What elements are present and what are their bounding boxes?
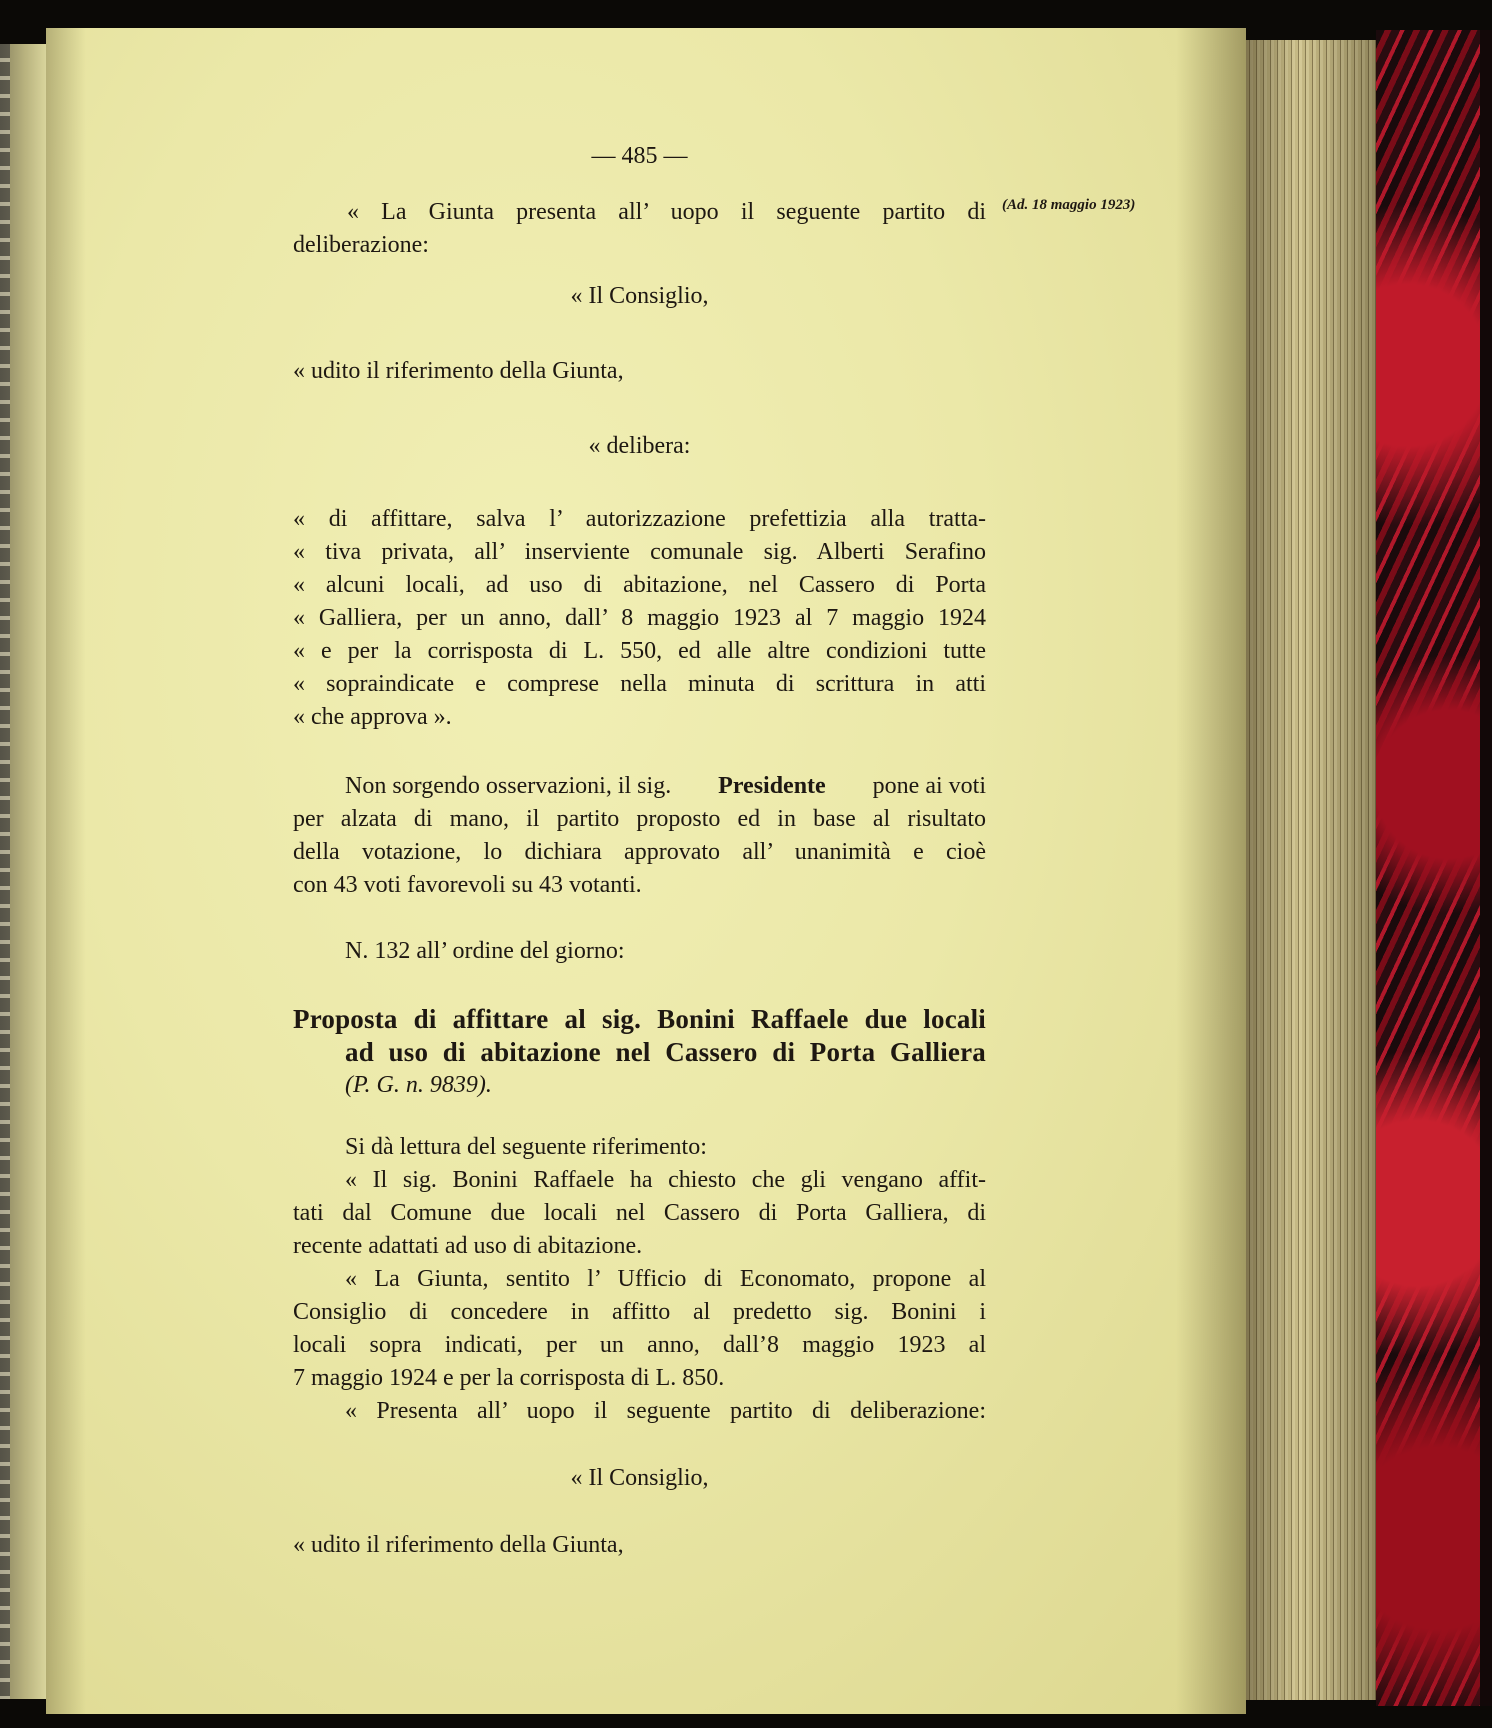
text-line: tati dal Comune due locali nel Cassero di Porta Galliera, di <box>293 1200 986 1226</box>
text-line: « Il sig. Bonini Raffaele ha chiesto che gli vengano affit- <box>345 1167 986 1193</box>
page-number: — 485 — <box>591 143 688 169</box>
text-line: per alzata di mano, il partito proposto ed in base al risultato <box>293 806 986 832</box>
text-line: « Il Consiglio, <box>570 283 709 309</box>
text-line: « Presenta all’ uopo il seguente partito di deliberazione: <box>345 1398 986 1424</box>
protocol-reference: (P. G. n. 9839). <box>345 1072 492 1098</box>
text-block <box>293 0 986 1728</box>
text-line: « La Giunta presenta all’ uopo il seguente partito di <box>347 199 986 225</box>
text-span: Non sorgendo osservazioni, il sig. <box>345 773 672 799</box>
binding-strip <box>0 44 10 1699</box>
page-gutter-shadow <box>46 28 86 1714</box>
text-line: « alcuni locali, ad uso di abitazione, nel Cassero di Porta <box>293 572 986 598</box>
text-line: della votazione, lo dichiara approvato all’ unanimità e cioè <box>293 839 986 865</box>
text-line: « Il Consiglio, <box>570 1465 709 1491</box>
text-line: N. 132 all’ ordine del giorno: <box>345 938 625 964</box>
text-line: « La Giunta, sentito l’ Ufficio di Economato, propone al <box>345 1266 986 1292</box>
text-line: « di affittare, salva l’ autorizzazione prefettizia alla tratta- <box>293 506 986 532</box>
text-line: locali sopra indicati, per un anno, dall’8 maggio 1923 al <box>293 1332 986 1358</box>
text-line: « Galliera, per un anno, dall’ 8 maggio 1923 al 7 maggio 1924 <box>293 605 986 631</box>
cover-edge <box>1480 30 1492 1706</box>
text-line <box>345 770 986 803</box>
text-line: « udito il riferimento della Giunta, <box>293 1532 624 1558</box>
text-line: « udito il riferimento della Giunta, <box>293 358 624 384</box>
text-line: « delibera: <box>588 433 691 459</box>
section-heading: ad uso di abitazione nel Cassero di Porta Galliera <box>345 1037 986 1067</box>
president-name: Presidente <box>718 773 826 799</box>
page-edges-shade <box>1246 40 1376 1700</box>
text-line: con 43 voti favorevoli su 43 votanti. <box>293 872 642 898</box>
text-span: pone ai voti <box>872 773 986 799</box>
text-line: « e per la corrisposta di L. 550, ed alle altre condizioni tutte <box>293 638 986 664</box>
marbled-cover <box>1376 30 1480 1706</box>
section-heading: Proposta di affittare al sig. Bonini Raffaele due locali <box>293 1004 986 1034</box>
text-line: Si dà lettura del seguente riferimento: <box>345 1134 707 1160</box>
margin-note: (Ad. 18 maggio 1923) <box>1002 197 1136 213</box>
text-line: 7 maggio 1924 e per la corrisposta di L. 850. <box>293 1365 725 1391</box>
text-line: « tiva privata, all’ inserviente comunale sig. Alberti Serafino <box>293 539 986 565</box>
text-line: « sopraindicate e comprese nella minuta di scrittura in atti <box>293 671 986 697</box>
text-line: recente adattati ad uso di abitazione. <box>293 1233 643 1259</box>
text-line: deliberazione: <box>293 232 429 258</box>
text-line: Consiglio di concedere in affitto al predetto sig. Bonini i <box>293 1299 986 1325</box>
page-fore-edge-shadow <box>1176 28 1246 1714</box>
text-line: « che approva ». <box>293 704 452 730</box>
